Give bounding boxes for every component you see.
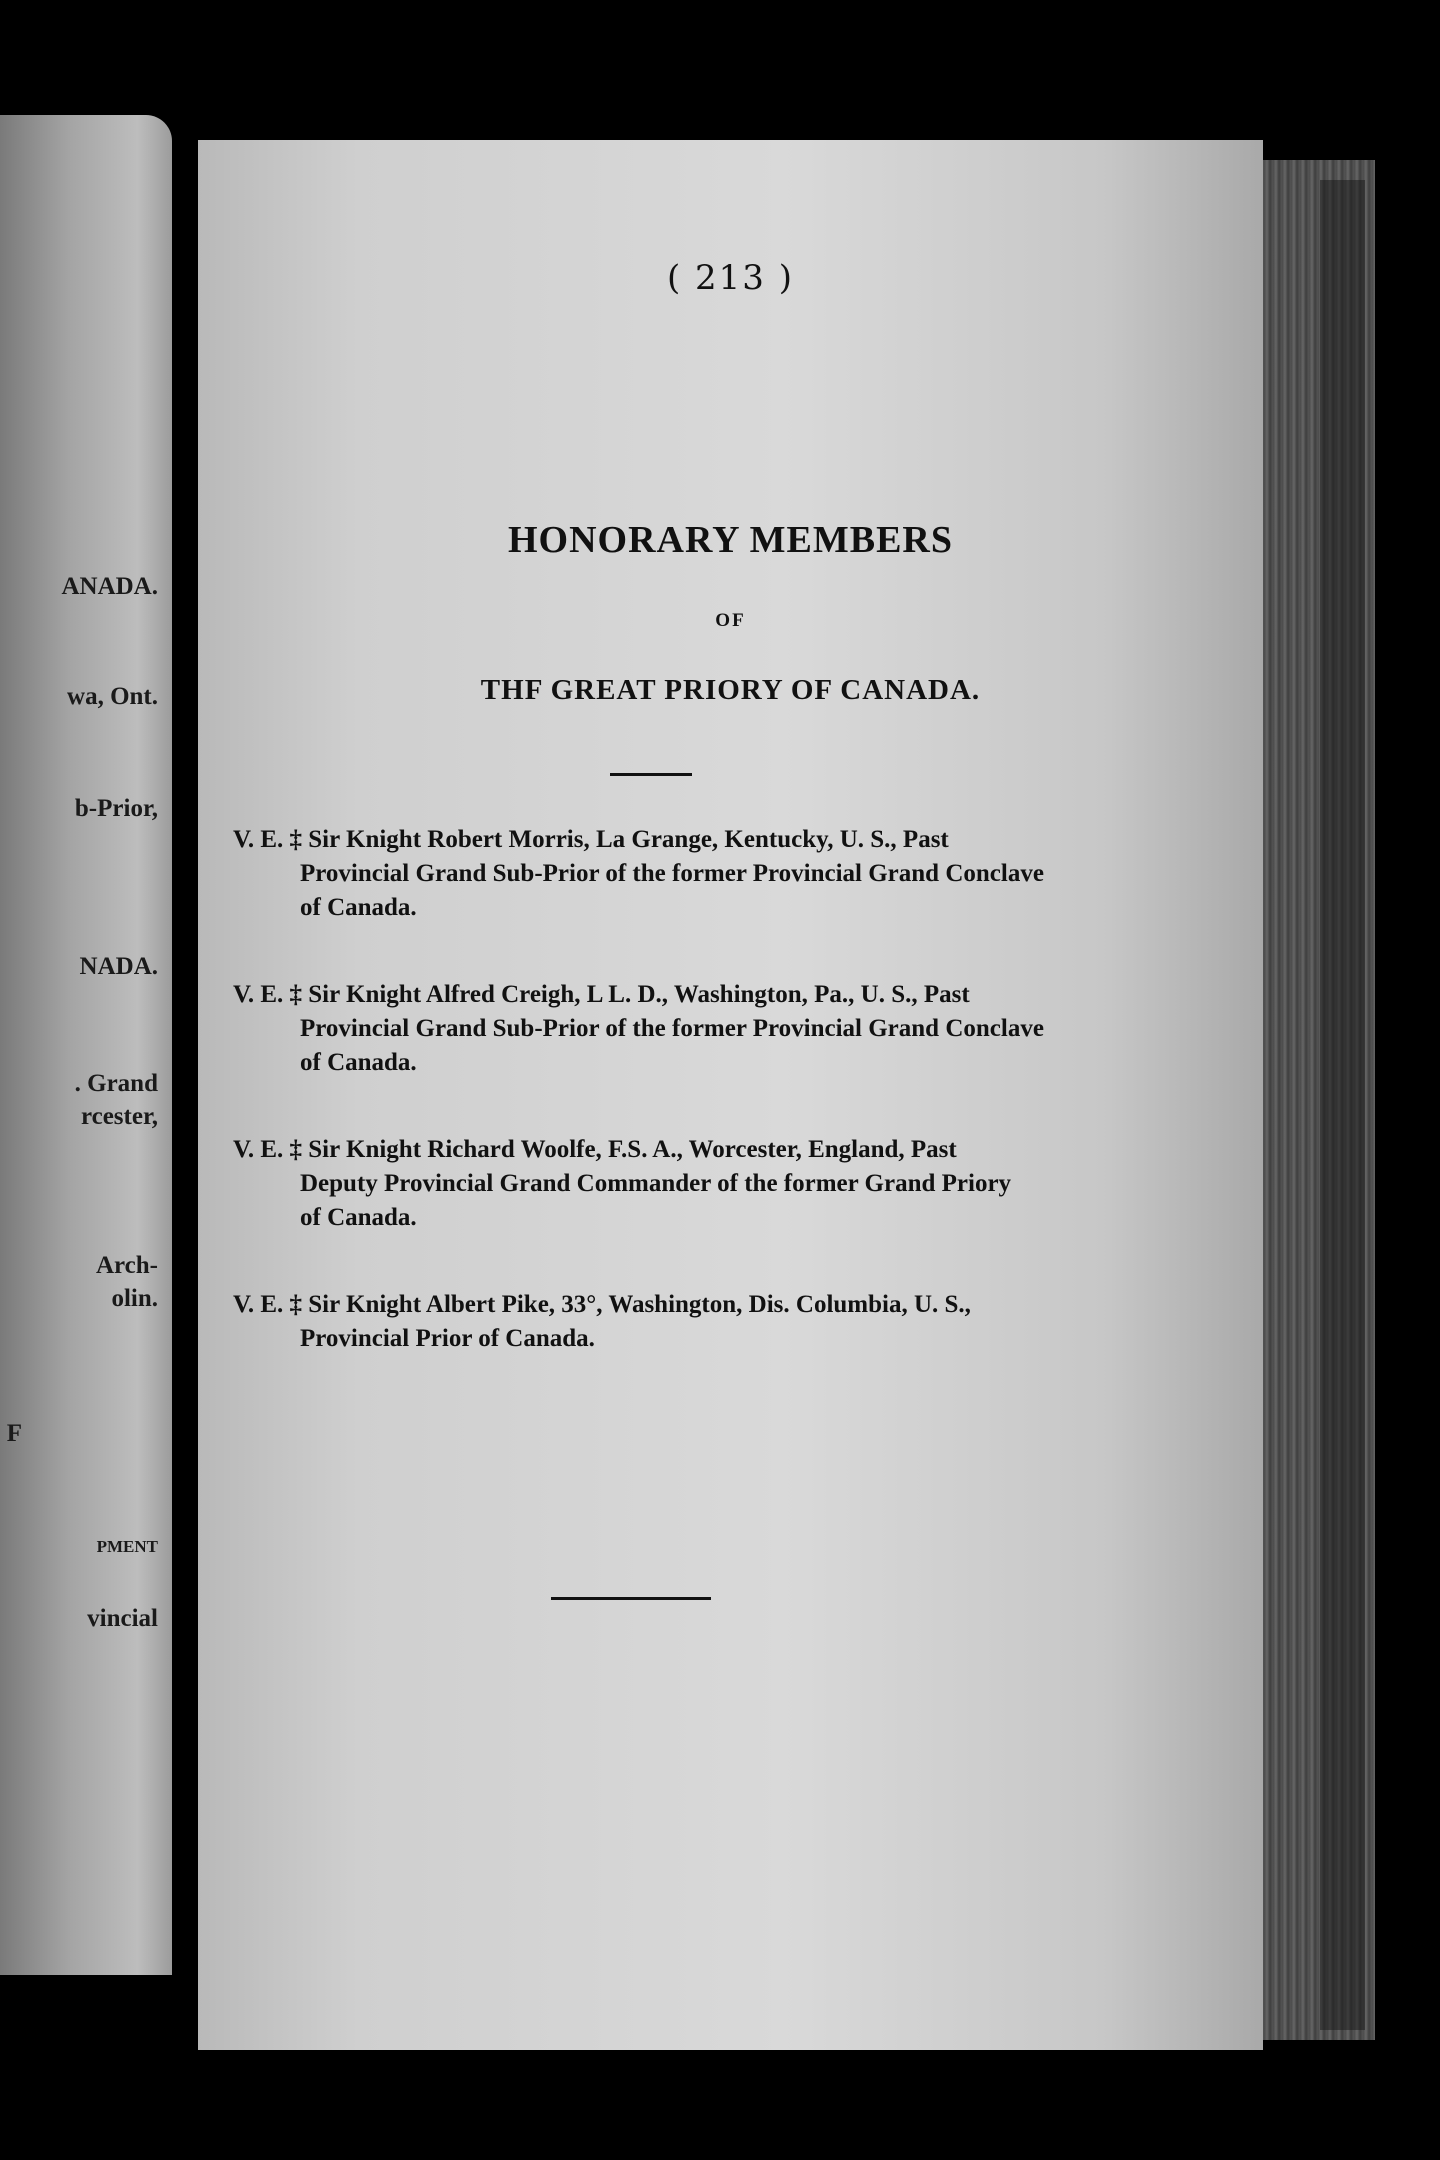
left-page-line: Arch- bbox=[95, 1252, 158, 1279]
title-divider bbox=[610, 773, 692, 776]
left-page-line: PMENT bbox=[96, 1537, 158, 1556]
page-subtitle: THF GREAT PRIORY OF CANADA. bbox=[480, 674, 981, 706]
end-rule bbox=[551, 1597, 711, 1600]
entry-line: Provincial Grand Sub-Prior of the former Provincial Grand Conclave bbox=[300, 1015, 1044, 1042]
title-of: OF bbox=[715, 610, 746, 631]
left-page-line: rcester, bbox=[80, 1103, 158, 1130]
member-entry bbox=[233, 1288, 1093, 1356]
entry-line: of Canada. bbox=[300, 1204, 417, 1231]
page-edges-shadow bbox=[1320, 180, 1365, 2030]
member-entry bbox=[233, 1133, 1093, 1235]
entry-line: Deputy Provincial Grand Commander of the former Grand Priory bbox=[300, 1170, 1012, 1197]
entry-line: of Canada. bbox=[300, 894, 417, 921]
member-list bbox=[233, 823, 1093, 1409]
entry-line: Provincial Grand Sub-Prior of the former Provincial Grand Conclave bbox=[300, 860, 1044, 887]
left-page-line: vincial bbox=[87, 1605, 158, 1632]
member-entry bbox=[233, 978, 1093, 1080]
left-page-line: . Grand bbox=[74, 1070, 158, 1097]
left-page-line: olin. bbox=[111, 1285, 158, 1312]
left-page-line: wa, Ont. bbox=[67, 683, 158, 710]
entry-line: V. E. ‡ Sir Knight Albert Pike, 33°, Washington, Dis. Columbia, U. S., bbox=[233, 1291, 971, 1318]
left-page-line: b-Prior, bbox=[74, 795, 158, 822]
left-page-line: NADA. bbox=[79, 953, 158, 980]
left-page-line: F bbox=[6, 1420, 22, 1447]
left-facing-page bbox=[0, 115, 172, 1975]
entry-line: of Canada. bbox=[300, 1049, 417, 1076]
entry-line: Provincial Prior of Canada. bbox=[300, 1325, 595, 1352]
member-entry bbox=[233, 823, 1093, 925]
entry-line: V. E. ‡ Sir Knight Robert Morris, La Grange, Kentucky, U. S., Past bbox=[233, 826, 949, 853]
document-page bbox=[198, 140, 1263, 2050]
page-number: ( 213 ) bbox=[666, 258, 795, 298]
entry-line: V. E. ‡ Sir Knight Richard Woolfe, F.S. A., Worcester, England, Past bbox=[233, 1136, 957, 1163]
left-page-line: ANADA. bbox=[61, 573, 158, 600]
entry-line: V. E. ‡ Sir Knight Alfred Creigh, L L. D., Washington, Pa., U. S., Past bbox=[233, 981, 970, 1008]
page-title: HONORARY MEMBERS bbox=[508, 519, 953, 561]
